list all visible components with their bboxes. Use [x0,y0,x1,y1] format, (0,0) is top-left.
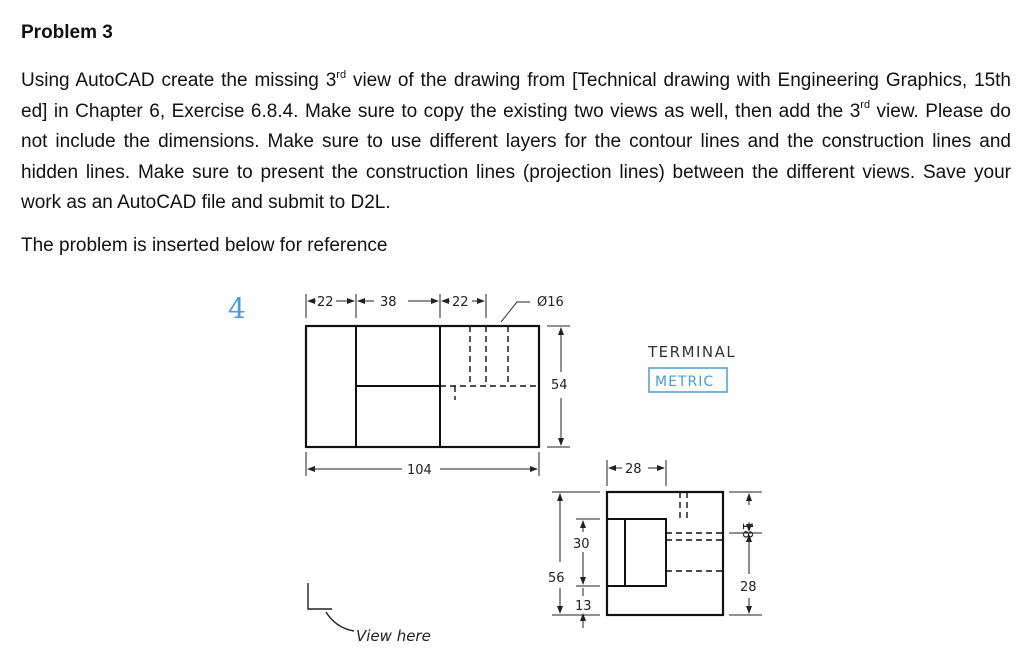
dim-22-left: 22 [317,295,334,310]
dim-38: 38 [380,295,397,310]
dim-diameter: Ø16 [537,295,564,310]
dim-54: 54 [551,378,568,393]
side-view-notch [607,519,666,586]
dim-22-right: 22 [452,295,469,310]
front-top-dimensions [306,294,530,322]
dim-104: 104 [407,463,432,478]
front-view-hidden-lines [440,326,539,400]
reference-note: The problem is inserted below for reference [21,235,388,256]
dim-side-right-lines [729,492,762,615]
instructions-part-2: view of the drawing from [Technical drawing with Engineering Graphics, 15th ed] in Chapter 6, Exercise 6.8.4. Make sure to copy the existing two views as well, then add the 3 [21,70,1012,122]
instructions-part-3: view. Please do not include the dimensions. Make sure to use different layers for the contour lines and the construction lines and hidden lines. Make sure to present the construction lines (projection lines) between the different views. Save your work as an AutoCAD file and submit to D2L. [21,100,1011,213]
dim-56: 56 [548,571,565,586]
view-here-label: View here [356,627,431,645]
exercise-number: 4 [228,292,246,325]
dim-right-28: 28 [740,580,757,595]
superscript-rd-2: rd [860,99,871,112]
problem-title: Problem 3 [21,22,113,43]
front-view [306,326,539,447]
view-here-bracket [308,583,354,631]
side-view-hidden-lines [666,492,723,571]
dim-18: 18 [739,522,754,539]
dim-30: 30 [573,537,590,552]
superscript-rd-1: rd [336,68,347,81]
side-view [607,492,723,615]
diameter-leader [501,302,530,322]
dim-13: 13 [575,599,592,614]
dim-side-28: 28 [625,462,642,477]
instructions-part-1: Using AutoCAD create the missing 3 [21,70,337,91]
metric-badge: METRIC [655,374,715,390]
figure-title: TERMINAL [648,343,737,361]
